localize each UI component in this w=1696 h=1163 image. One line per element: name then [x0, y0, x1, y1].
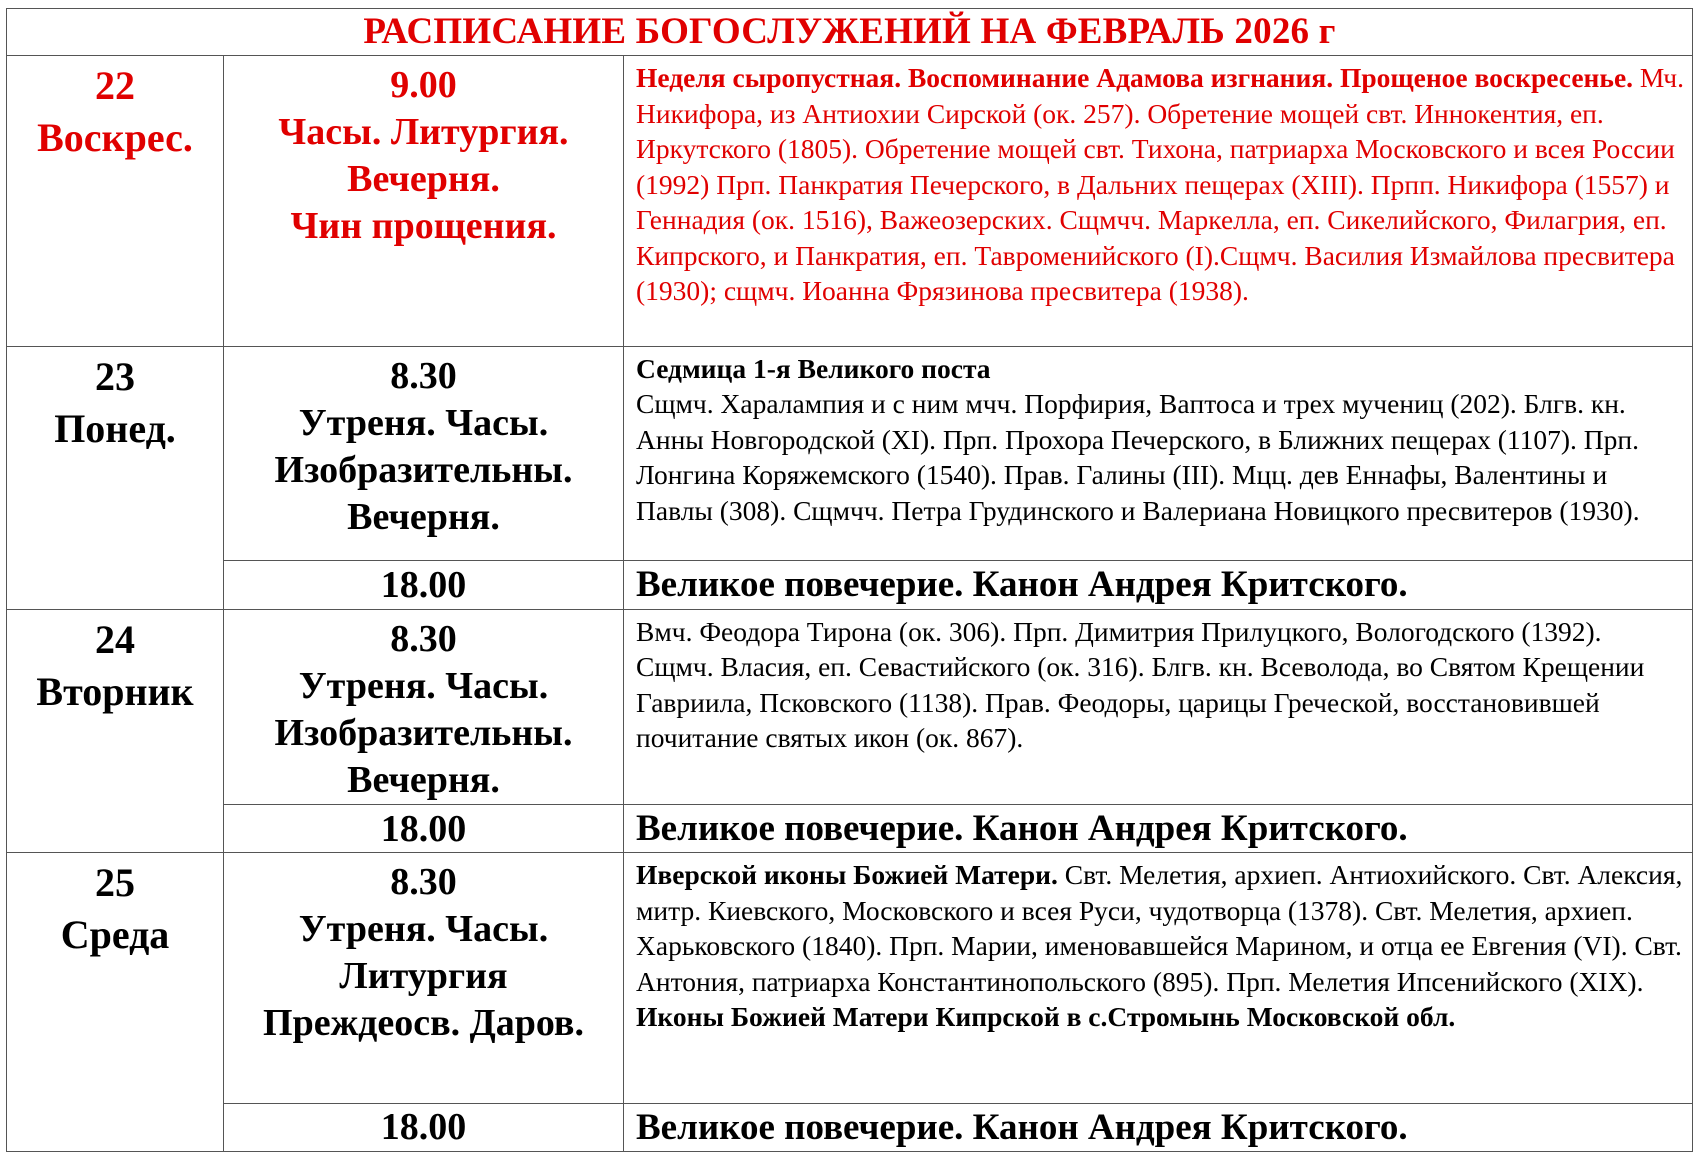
- day-weekday: Воскрес.: [37, 115, 193, 161]
- service-time: 8.30: [390, 861, 457, 904]
- service-item: Вечерня.: [347, 495, 500, 538]
- evening-row-25: [7, 1103, 1693, 1151]
- service-item: Часы. Литургия.: [278, 111, 569, 154]
- day-row-23: [7, 346, 1693, 561]
- service-time: 8.30: [390, 617, 457, 660]
- saints-text: Вмч. Феодора Тирона (ок. 306). Прп. Димитрия Прилуцкого, Вологодского (1392). Сщмч. Власия, еп. Севастийского (ок. 316). Блгв. кн. Всеволода, во Святом Крещении Гавриила, Псковского (1138). Прав. Феодоры, царицы Греческой, восстановившей почитание святых икон (ок. 867).: [636, 615, 1645, 754]
- saints-description: [624, 346, 1693, 561]
- service-item: Утреня. Часы.: [298, 401, 549, 444]
- evening-service: Великое повечерие. Канон Андрея Критского.: [624, 1103, 1693, 1151]
- day-number: 23: [95, 353, 135, 399]
- feast-title-end: Иконы Божией Матери Кипрской в с.Стромынь Московской обл.: [636, 1001, 1456, 1033]
- saints-description: [624, 853, 1693, 1104]
- service-cell: [224, 853, 624, 1104]
- service-time: 9.00: [390, 64, 457, 107]
- evening-time: 18.00: [224, 561, 624, 609]
- evening-time: 18.00: [224, 1103, 624, 1151]
- title-cell: [7, 9, 1693, 56]
- day-number: 25: [95, 860, 135, 906]
- service-item: Литургия: [339, 955, 508, 998]
- day-row-24: [7, 609, 1693, 805]
- service-item: Чин прощения.: [290, 205, 557, 248]
- evening-row-23: [7, 561, 1693, 609]
- saints-description: [624, 609, 1693, 805]
- service-cell: [224, 346, 624, 561]
- service-item: Изобразительны.: [274, 448, 573, 491]
- day-weekday: Вторник: [36, 668, 194, 714]
- feast-title: Седмица 1-я Великого поста: [636, 352, 991, 384]
- evening-time: 18.00: [224, 805, 624, 853]
- feast-title: Иверской иконы Божией Матери.: [636, 859, 1058, 891]
- saints-description: [624, 56, 1693, 347]
- day-number: 24: [95, 616, 135, 662]
- saints-text: Мч. Никифора, из Антиохии Сирской (ок. 257). Обретение мощей свт. Иннокентия, еп. Иркутского (1805). Обретение мощей свт. Тихона, патриарха Московского и всея России (1992) Прп. Панкратия Печерского, в Дальних пещерах (XIII). Прпп. Никифора (1557) и Геннадия (ок. 1516), Важеозерских. Сщмчч. Маркелла, еп. Сикелийского, Филагрия, еп. Кипрского, и Панкратия, еп. Тавроменийского (I).Сщмч. Василия Измайлова пресвитера (1930); сщмч. Иоанна Фрязинова пресвитера (1938).: [636, 62, 1685, 307]
- day-weekday: Понед.: [54, 405, 176, 451]
- service-item: Преждеосв. Даров.: [263, 1002, 584, 1045]
- schedule-table: [6, 8, 1693, 1152]
- evening-row-24: [7, 805, 1693, 853]
- day-weekday: Среда: [60, 912, 170, 958]
- service-cell: [224, 56, 624, 347]
- saints-text: Сщмч. Харалампия и с ним мчч. Порфирия, Вaптоса и трех мучениц (202). Блгв. кн. Анны Новгородской (XI). Прп. Прохора Печерского, в Ближних пещерах (1107). Прп. Лонгина Коряжемского (1540). Прав. Галины (III). Мцц. дев Еннафы, Валентины и Павлы (308). Сщмчч. Петра Грудинского и Валериана Новицкого пресвитеров (1930).: [636, 388, 1640, 526]
- title-row: [7, 9, 1693, 56]
- service-cell: [224, 609, 624, 805]
- evening-service: Великое повечерие. Канон Андрея Критского.: [624, 805, 1693, 853]
- day-row-22: [7, 56, 1693, 347]
- service-item: Утреня. Часы.: [298, 908, 549, 951]
- day-row-25: [7, 853, 1693, 1104]
- date-cell: [7, 853, 224, 1152]
- date-cell: [7, 346, 224, 609]
- date-cell: [7, 609, 224, 853]
- date-cell: [7, 56, 224, 347]
- service-time: 8.30: [390, 354, 457, 397]
- service-item: Утреня. Часы.: [298, 664, 549, 707]
- feast-title: Неделя сыропустная. Воспоминание Адамова изгнания. Прощеное воскресенье.: [636, 62, 1634, 94]
- day-number: 22: [95, 63, 135, 109]
- service-item: Вечерня.: [347, 158, 500, 201]
- page-title: РАСПИСАНИЕ БОГОСЛУЖЕНИЙ НА ФЕВРАЛЬ 2026 г: [363, 11, 1336, 53]
- saints-text: Свт. Мелетия, архиеп. Антиохийского. Свт. Алексия, митр. Киевского, Московского и всея Руси, чудотворца (1378). Свт. Мелетия, архиеп. Харьковского (1840). Прп. Марии, именовавшейся Марином, и отца ее Евгения (VI). Свт. Антония, патриарха Константинопольского (895). Прп. Мелетия Ипсенийского (XIX).: [636, 859, 1683, 997]
- service-item: Вечерня.: [347, 758, 500, 801]
- service-item: Изобразительны.: [274, 711, 573, 754]
- evening-service: Великое повечерие. Канон Андрея Критского.: [624, 561, 1693, 609]
